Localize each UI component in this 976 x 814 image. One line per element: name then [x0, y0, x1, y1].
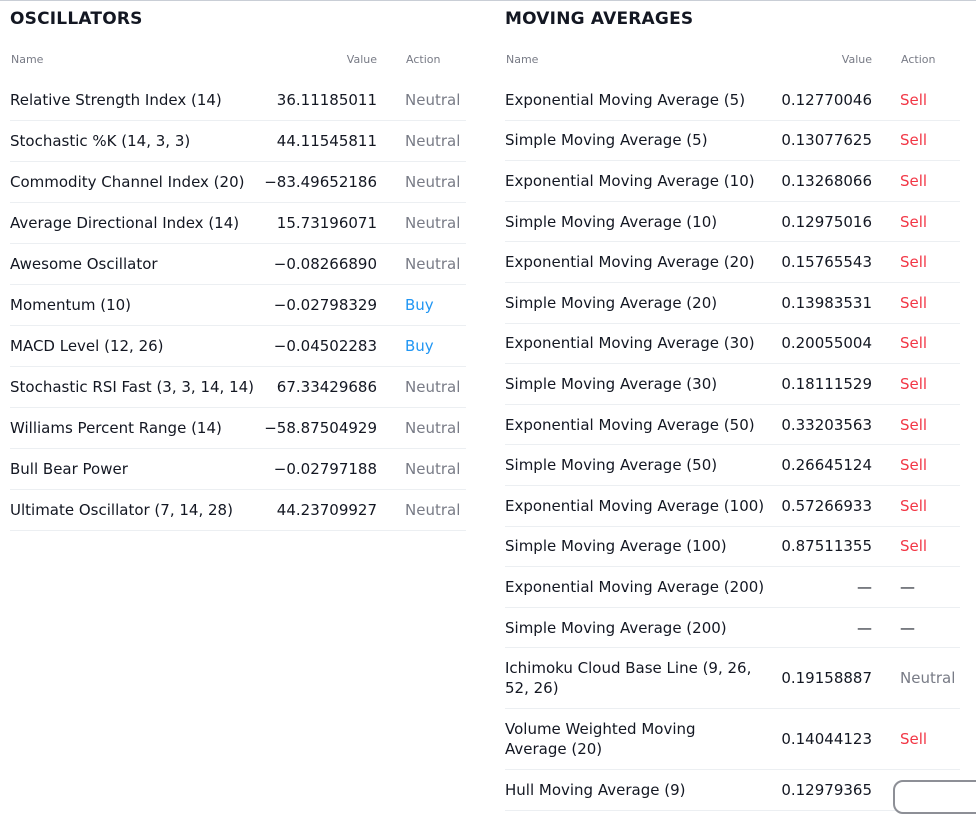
table-row[interactable] — [505, 486, 960, 527]
table-row[interactable] — [10, 80, 466, 121]
indicator-name: Simple Moving Average (50) — [505, 456, 718, 475]
table-row[interactable] — [505, 445, 960, 486]
indicator-name: Bull Bear Power — [10, 460, 128, 478]
table-row[interactable] — [10, 326, 466, 367]
indicator-value: — — [857, 577, 872, 596]
indicator-action: — — [900, 618, 915, 637]
indicator-name: Momentum (10) — [10, 296, 132, 314]
indicator-value: 15.73196071 — [276, 214, 377, 232]
indicator-name: Williams Percent Range (14) — [10, 419, 222, 437]
table-row[interactable] — [10, 490, 466, 531]
indicator-value: 0.26645124 — [781, 456, 872, 475]
table-row[interactable] — [505, 608, 960, 649]
table-row[interactable] — [505, 324, 960, 365]
indicator-value: 0.15765543 — [781, 253, 872, 272]
indicator-action: Neutral — [900, 669, 956, 688]
indicator-action: Neutral — [405, 173, 461, 191]
indicator-name: Exponential Moving Average (50) — [505, 415, 755, 434]
indicator-action: Neutral — [405, 214, 461, 232]
indicator-action: Sell — [900, 456, 928, 475]
indicator-value: 0.18111529 — [781, 374, 872, 393]
indicator-action: Sell — [900, 334, 928, 353]
indicator-name: Relative Strength Index (14) — [10, 91, 222, 109]
indicator-value: 0.13077625 — [781, 131, 872, 150]
floating-widget-corner[interactable] — [893, 780, 976, 814]
table-row[interactable] — [10, 408, 466, 449]
header-name[interactable]: Name — [506, 53, 539, 66]
table-row[interactable] — [10, 367, 466, 408]
indicator-action: Neutral — [405, 501, 461, 519]
table-row[interactable] — [505, 770, 960, 811]
indicator-value: 0.14044123 — [781, 730, 872, 749]
indicator-action: Sell — [900, 374, 928, 393]
moving-averages-table-body — [505, 80, 960, 811]
indicator-value: 0.20055004 — [781, 334, 872, 353]
table-row[interactable] — [10, 121, 466, 162]
indicator-name: Simple Moving Average (200) — [505, 618, 727, 637]
indicator-value: 0.12975016 — [781, 212, 872, 231]
indicator-name: Commodity Channel Index (20) — [10, 173, 245, 191]
header-action[interactable]: Action — [901, 53, 936, 66]
table-row[interactable] — [505, 405, 960, 446]
indicator-action: Neutral — [405, 132, 461, 150]
table-row[interactable] — [505, 242, 960, 283]
indicator-name: Exponential Moving Average (200) — [505, 577, 765, 596]
indicator-action: Neutral — [405, 460, 461, 478]
indicator-value: −0.02797188 — [273, 460, 377, 478]
oscillators-table-header — [10, 53, 466, 69]
table-row[interactable] — [10, 244, 466, 285]
indicator-value: 0.19158887 — [781, 669, 872, 688]
indicator-action: Sell — [900, 293, 928, 312]
indicator-action: Sell — [900, 253, 928, 272]
indicator-action: Sell — [900, 131, 928, 150]
indicator-action: — — [900, 577, 915, 596]
indicator-action: Sell — [900, 212, 928, 231]
indicator-name: Exponential Moving Average (20) — [505, 253, 755, 272]
indicator-value: −83.49652186 — [264, 173, 377, 191]
indicator-action: Sell — [900, 730, 928, 749]
table-row[interactable] — [505, 161, 960, 202]
indicator-name: Exponential Moving Average (100) — [505, 496, 765, 515]
indicator-name: Average Directional Index (14) — [10, 214, 240, 232]
table-row[interactable] — [505, 648, 960, 709]
indicator-action: Sell — [900, 537, 928, 556]
table-row[interactable] — [505, 567, 960, 608]
indicator-value: — — [857, 618, 872, 637]
indicator-name: Simple Moving Average (20) — [505, 293, 718, 312]
indicator-value: 0.57266933 — [781, 496, 872, 515]
indicator-name: Ultimate Oscillator (7, 14, 28) — [10, 501, 233, 519]
indicator-action: Neutral — [405, 378, 461, 396]
table-row[interactable] — [505, 283, 960, 324]
indicator-name: Exponential Moving Average (10) — [505, 171, 755, 190]
indicator-name: MACD Level (12, 26) — [10, 337, 164, 355]
indicator-action: Neutral — [405, 91, 461, 109]
indicator-name: Simple Moving Average (100) — [505, 537, 727, 556]
indicator-value: 67.33429686 — [276, 378, 377, 396]
indicator-name: Stochastic RSI Fast (3, 3, 14, 14) — [10, 378, 255, 396]
moving-averages-title: MOVING AVERAGES — [505, 9, 694, 29]
indicator-value: 0.33203563 — [781, 415, 872, 434]
header-value[interactable]: Value — [346, 53, 377, 66]
indicator-value: −0.08266890 — [273, 255, 377, 273]
table-row[interactable] — [10, 449, 466, 490]
indicator-name: Volume Weighted Moving Average (20) — [505, 720, 696, 759]
table-row[interactable] — [505, 80, 960, 121]
indicator-value: −0.04502283 — [273, 337, 377, 355]
table-row[interactable] — [505, 709, 960, 770]
oscillators-table-body — [10, 80, 466, 531]
table-row[interactable] — [505, 202, 960, 243]
indicator-name: Exponential Moving Average (30) — [505, 334, 755, 353]
indicator-name: Ichimoku Cloud Base Line (9, 26, 52, 26) — [505, 659, 752, 698]
indicator-name: Exponential Moving Average (5) — [505, 90, 746, 109]
table-row[interactable] — [505, 364, 960, 405]
indicator-name: Simple Moving Average (10) — [505, 212, 718, 231]
oscillators-title: OSCILLATORS — [10, 9, 143, 29]
header-value[interactable]: Value — [841, 53, 872, 66]
table-row[interactable] — [10, 285, 466, 326]
indicator-name: Stochastic %K (14, 3, 3) — [10, 132, 191, 150]
indicator-value: 0.12770046 — [781, 90, 872, 109]
header-action[interactable]: Action — [406, 53, 441, 66]
header-name[interactable]: Name — [11, 53, 44, 66]
indicator-name: Hull Moving Average (9) — [505, 781, 686, 800]
indicator-action: Neutral — [405, 255, 461, 273]
table-row[interactable] — [10, 203, 466, 244]
indicator-value: 0.12979365 — [781, 781, 872, 800]
moving-averages-table-header — [505, 53, 960, 69]
indicator-action: Buy — [405, 337, 434, 355]
indicator-action: Buy — [405, 296, 434, 314]
table-row[interactable] — [505, 527, 960, 568]
table-row[interactable] — [10, 162, 466, 203]
indicator-action: Sell — [900, 496, 928, 515]
indicator-name: Simple Moving Average (30) — [505, 374, 718, 393]
indicator-name: Awesome Oscillator — [10, 255, 158, 273]
indicator-action: Sell — [900, 90, 928, 109]
indicator-value: 0.13268066 — [781, 171, 872, 190]
indicator-name: Simple Moving Average (5) — [505, 131, 708, 150]
indicator-action: Neutral — [405, 419, 461, 437]
indicator-value: 0.13983531 — [781, 293, 872, 312]
indicator-value: 0.87511355 — [781, 537, 872, 556]
table-row[interactable] — [505, 121, 960, 162]
indicator-value: 44.23709927 — [276, 501, 377, 519]
indicator-action: Sell — [900, 415, 928, 434]
top-border — [0, 0, 976, 1]
indicator-value: −58.87504929 — [264, 419, 377, 437]
indicator-value: −0.02798329 — [273, 296, 377, 314]
indicator-action: Sell — [900, 171, 928, 190]
indicator-value: 44.11545811 — [276, 132, 377, 150]
indicator-value: 36.11185011 — [276, 91, 377, 109]
